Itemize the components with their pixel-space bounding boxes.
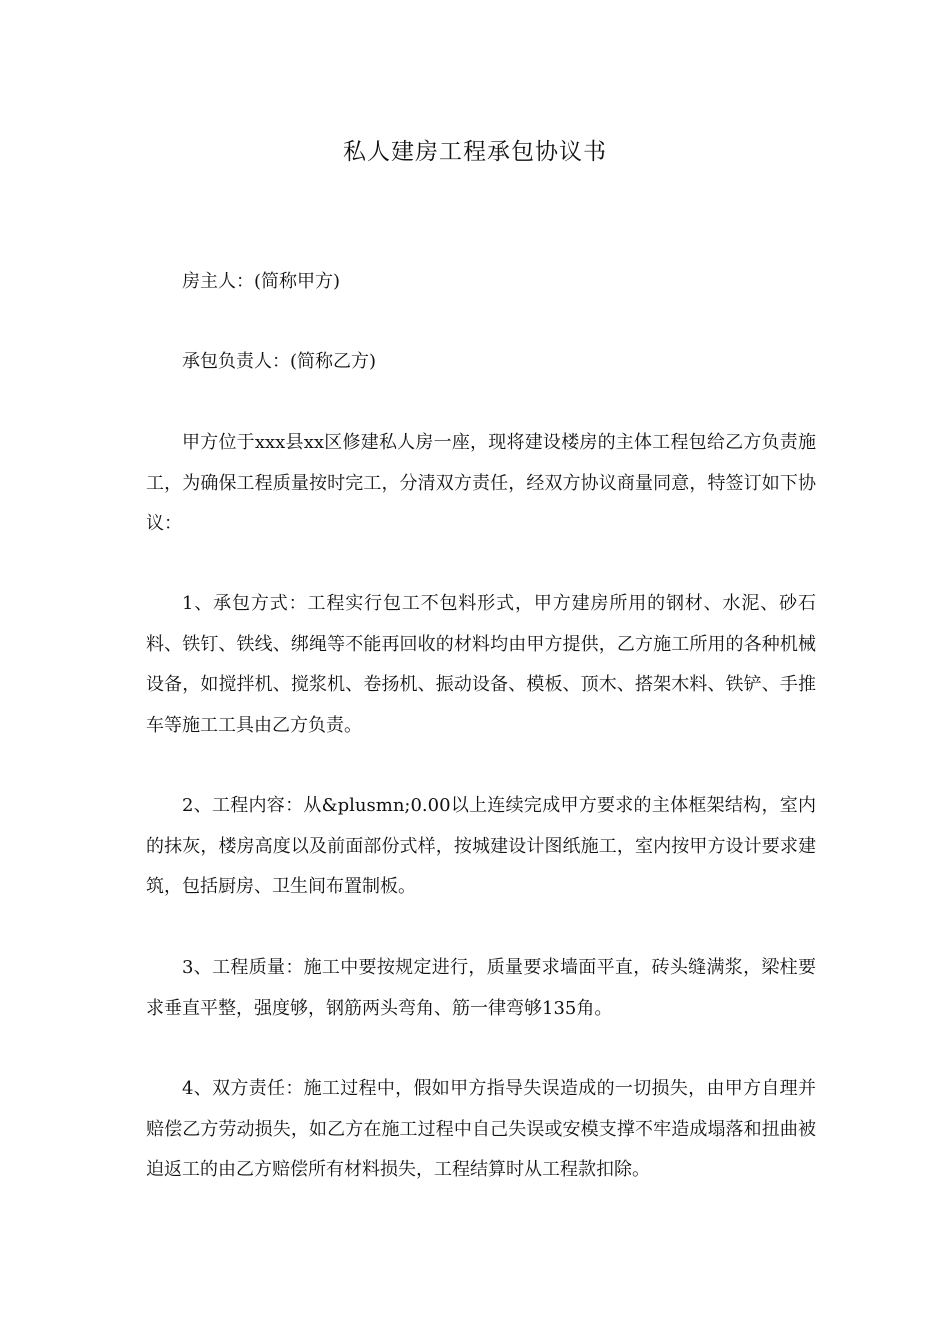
party-b-line: 承包负责人：(简称乙方): [182, 351, 377, 372]
clause-paragraph-2: 2、工程内容：从&plusmn;0.00以上连续完成甲方要求的主体框架结构，室内的抹灰，楼房高度以及前面部份式样，按城建设计图纸施工，室内按甲方设计要求建筑，包括厨房、卫生间布置制板。: [146, 795, 816, 897]
party-a-line: 房主人：(简称甲方): [182, 271, 341, 292]
intro-paragraph: 甲方位于xxx县xx区修建私人房一座，现将建设楼房的主体工程包给乙方负责施工，为确保工程质量按时完工，分清双方责任，经双方协议商量同意，特签订如下协议：: [146, 432, 816, 534]
clause-paragraph-4: 4、双方责任：施工过程中，假如甲方指导失误造成的一切损失，由甲方自理并赔偿乙方劳动损失，如乙方在施工过程中自己失误或安模支撑不牢造成塌落和扭曲被迫返工的由乙方赔偿所有材料损失，工程结算时从工程款扣除。: [146, 1078, 816, 1180]
clause-paragraph-3: 3、工程质量：施工中要按规定进行，质量要求墙面平直，砖头缝满浆，梁柱要求垂直平整，强度够，钢筋两头弯角、筋一律弯够135角。: [146, 957, 816, 1019]
clause-paragraph-1: 1、承包方式：工程实行包工不包料形式，甲方建房所用的钢材、水泥、砂石料、铁钉、铁线、绑绳等不能再回收的材料均由甲方提供，乙方施工所用的各种机械设备，如搅拌机、搅浆机、卷扬机、振动设备、模板、顶木、搭架木料、铁铲、手推车等施工工具由乙方负责。: [146, 593, 816, 736]
document-title: 私人建房工程承包协议书: [343, 139, 607, 165]
